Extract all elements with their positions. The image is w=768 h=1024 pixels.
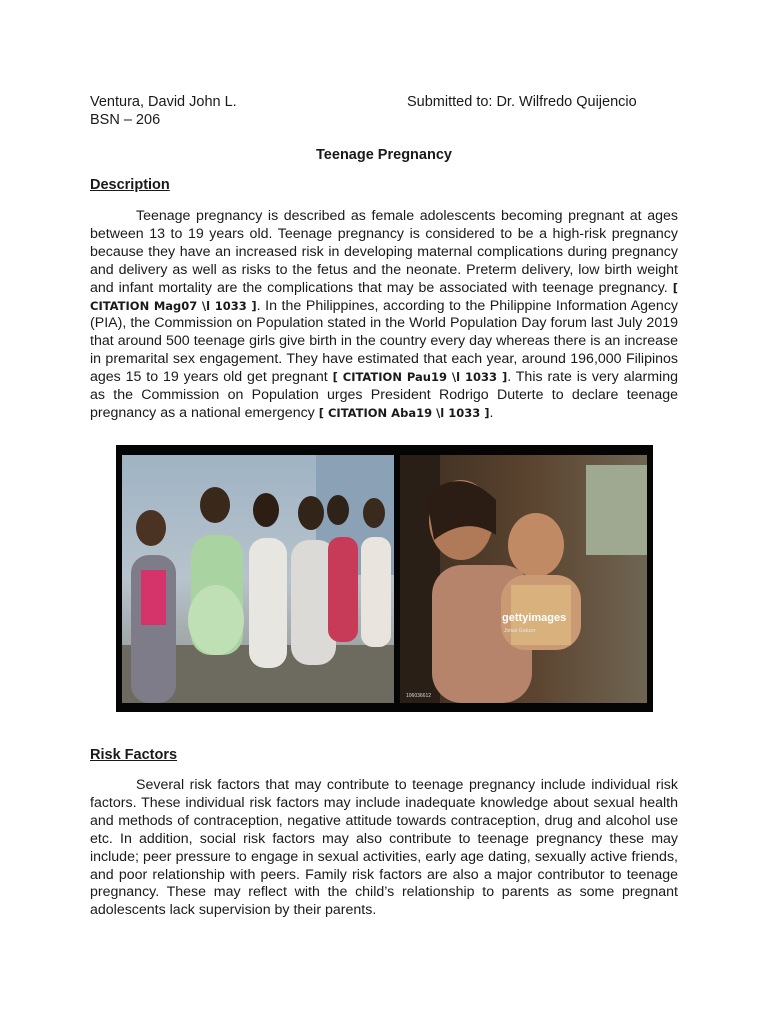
queue-of-pregnant-teens-photo	[122, 455, 394, 703]
citation-aba19: [ CITATION Aba19 \l 1033 ]	[318, 405, 490, 420]
citation-mag07: [ CITATION Mag07 \l 1033 ]	[90, 280, 678, 313]
document-title: Teenage Pregnancy	[316, 147, 452, 163]
photo-id: 106036612	[406, 693, 432, 699]
risk-factors-heading: Risk Factors	[90, 747, 178, 763]
description-heading: Description	[90, 177, 170, 193]
course-section: BSN – 206	[90, 112, 161, 128]
description-text-3: . This rate is very alarming as the Commission on Population urges President Rodrigo Duterte to declare teenage pregnancy as a national emergency	[90, 369, 678, 421]
figure-photos	[116, 445, 653, 712]
description-text-1: Teenage pregnancy is described as female adolescents becoming pregnant at ages between 13 to 19 years old. Teenage pregnancy is considered to be a high-risk pregnancy because they have an increased risk in developing maternal complications during pregnancy and delivery as well as risks to the fetus and the neonate. Preterm delivery, low birth weight and infant mortality are the complications that may be associated with teenage pregnancy.	[90, 208, 678, 296]
description-paragraph	[90, 208, 678, 423]
risk-factors-paragraph: Several risk factors that may contribute to teenage pregnancy include individual risk factors. These individual risk factors may include inadequate knowledge about sexual health and methods of contraception, negative attitude towards contraception, drug and alcohol use etc. In addition, social risk factors may also contribute to teenage pregnancy these may include; peer pressure to engage in sexual activities, early age dating, sexually active friends, and poor relationship with peers. Family risk factors are also a major contributor to teenage pregnancy. These may reflect with the child’s relationship to parents as some pregnant adolescents lack supervision by their parents.	[90, 777, 678, 919]
getty-watermark: gettyimages	[502, 612, 567, 624]
teen-mothers-figure	[116, 445, 653, 712]
citation-pau19: [ CITATION Pau19 \l 1033 ]	[332, 370, 508, 385]
photo-credit: Jonas Gratzer	[504, 628, 536, 634]
author-name: Ventura, David John L.	[90, 94, 237, 110]
teen-mother-holding-baby-photo	[400, 455, 647, 703]
description-text-4: .	[489, 404, 494, 421]
submitted-to: Submitted to: Dr. Wilfredo Quijencio	[407, 94, 637, 110]
description-text-2: . In the Philippines, according to the Philippine Information Agency (PIA), the Commission on Population stated in the World Population Day forum last July 2019 that around 500 teenage girls give birth in the country every day whereas there is an increase in premarital sex engagement. They have estimated that each year, around 196,000 Filipinos ages 15 to 19 years old get pregnant	[90, 297, 679, 386]
